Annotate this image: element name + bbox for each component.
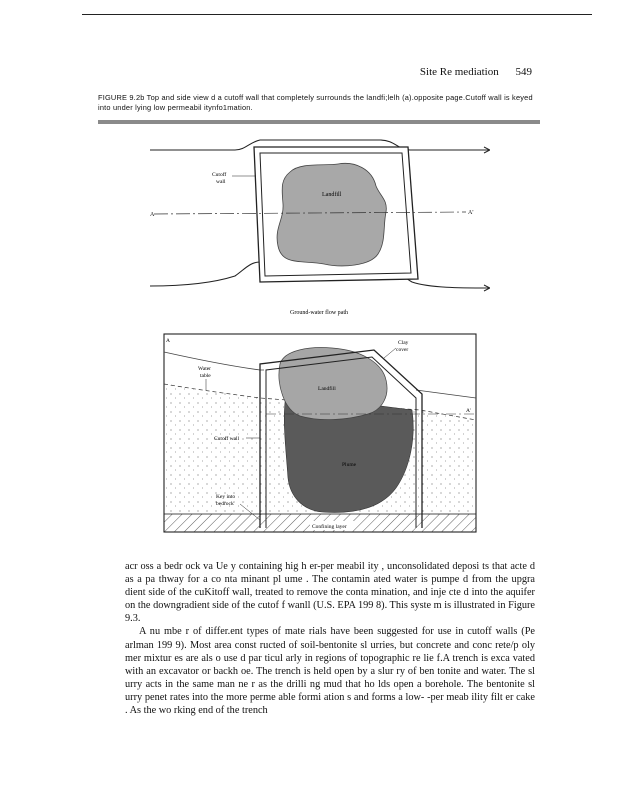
flow-path-caption: Ground-water flow path — [290, 310, 348, 316]
section-a-prime-label: A' — [468, 210, 474, 216]
water-table-label-line1: Water — [198, 366, 211, 372]
landfill-label: Landfill — [322, 192, 342, 198]
cutoff-wall-label: Cutoff wall — [214, 436, 240, 442]
landfill-blob — [277, 163, 386, 265]
clay-cover-label-line2: cover — [396, 347, 409, 353]
clay-cover-label-line1: Clay — [398, 340, 409, 346]
paragraph-1: acr oss a bedr ock va Ue y containing hig h er-per meabil ity , unconsolidated deposi ts that acte d as a pa thway for a co nta minant pl ume . The contamin ated water is pumpe d from the upgra dient side of the cuKitoff wall, treated to remove the conta mination, and inje cte d into the aquifer on the downgradient side of the cutof f wanll (U.S. EPA 199 8). This syste m is illustrated in Figure 9.3. — [125, 561, 535, 625]
header-rule — [82, 14, 592, 15]
section-a-label: A — [150, 212, 155, 218]
water-table-label-line2: table — [200, 373, 211, 379]
key-into-bedrock-label-line2: bedrock — [216, 501, 234, 507]
page-number: 549 — [515, 66, 532, 78]
top-view-figure — [150, 134, 490, 319]
section-a-label: A — [166, 338, 170, 344]
section-a-prime-label: A' — [466, 408, 471, 414]
figure-caption: FIGURE 9.2b Top and side view d a cutoff wall that completely surrounds the landfi;lelh (a).opposite page.Cutoff wall is keyed into under lying low permeabil itynfo1mation. — [98, 93, 533, 112]
side-view-figure — [160, 328, 484, 538]
cutoff-wall-label-line2: wall — [216, 179, 226, 185]
confining-layer-label: Confining layer — [312, 524, 347, 530]
key-into-bedrock-label-line1: Key into — [216, 494, 236, 500]
paragraph-2: A nu mbe r of differ.ent types of mate rials have been suggested for use in cutoff walls (Pe arlman 199 9). Most area const ructed of soil-bentonite sl urries, but concrete and conc rete/p oly mer mixtur es are als o use d par ticul arly in regions of topographic re lie f.A trench is exca vated with an excavator or backh oe. The trench is held open by a slur ry of ben tonite and water. The sl urry acts in the same man ne r as the drilli ng mud that ho lds open a borehole. The bentonite sl urry penet rates into the more perme able formi ation s and forms a low- -per meab ility filt er cake . As the wo rking end of the trench — [125, 626, 535, 717]
caption-rule — [98, 120, 540, 124]
plume-label: Plume — [342, 462, 357, 468]
body-text — [125, 560, 535, 717]
section-title: Site Re mediation — [419, 66, 499, 78]
cutoff-wall-label-line1: Cutoff — [212, 172, 227, 178]
running-head — [406, 66, 532, 78]
landfill-label: Landfill — [318, 386, 336, 392]
